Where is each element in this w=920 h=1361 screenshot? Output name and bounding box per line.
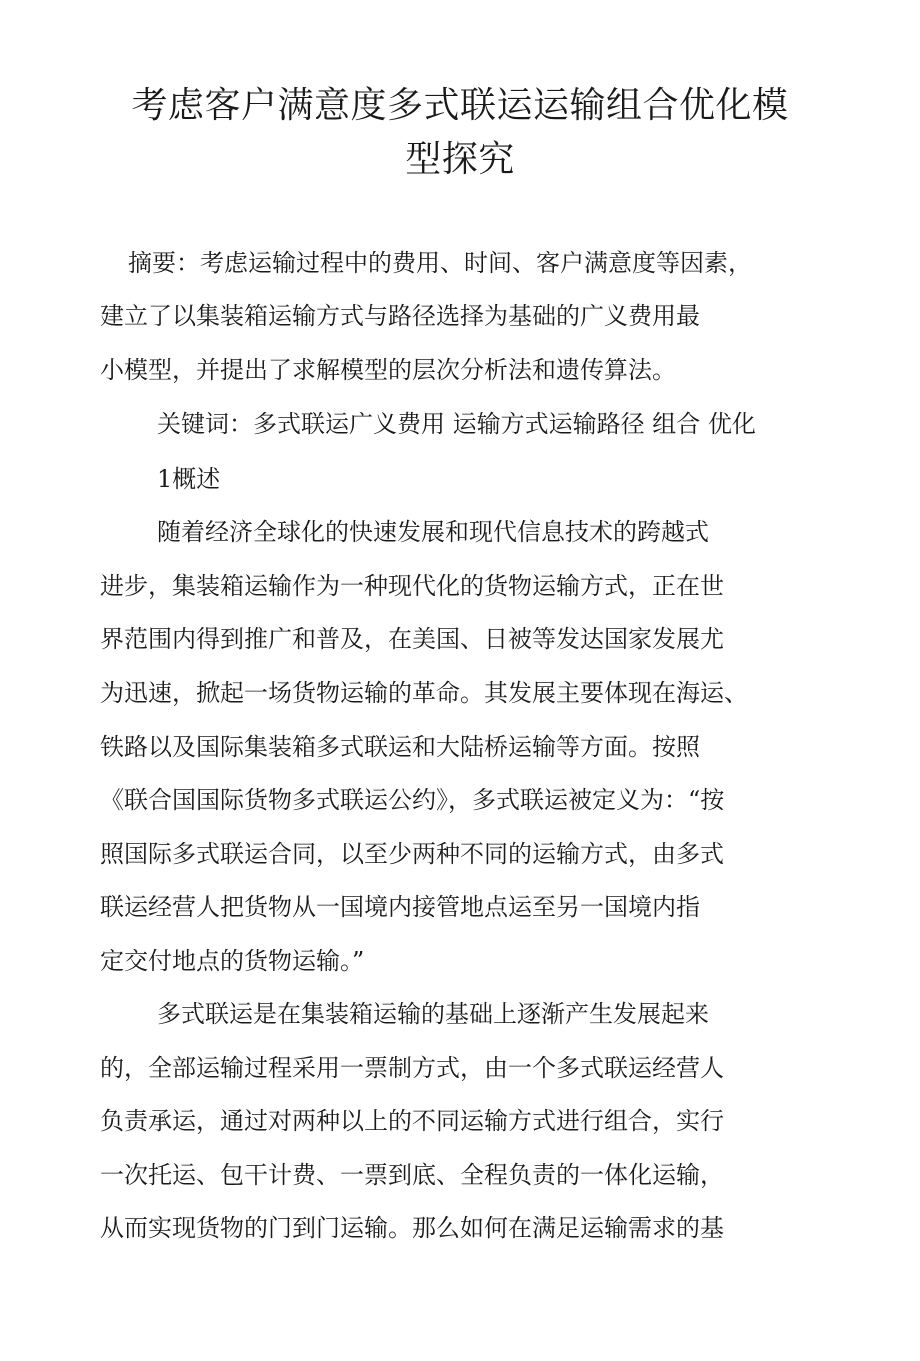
page-title-continued: 型探究 <box>405 139 515 180</box>
paragraph-line: 负责承运，通过对两种以上的不同运输方式进行组合，实行 <box>100 1107 724 1135</box>
keywords-line: 关键词：多式联运广义费用 运输方式运输路径 组合 优化 <box>157 410 756 438</box>
paragraph-line: 界范围内得到推广和普及，在美国、日被等发达国家发展尤 <box>100 625 724 653</box>
page-title: 考虑客户满意度多式联运运输组合优化模 <box>131 85 789 126</box>
paragraph-line: 随着经济全球化的快速发展和现代信息技术的跨越式 <box>157 518 709 546</box>
paragraph-line: 照国际多式联运合同，以至少两种不同的运输方式，由多式 <box>100 840 724 868</box>
paragraph-line: 从而实现货物的门到门运输。那么如何在满足运输需求的基 <box>100 1214 724 1242</box>
paragraph-line: 定交付地点的货物运输。” <box>100 947 365 975</box>
paragraph-line: 一次托运、包干计费、一票到底、全程负责的一体化运输， <box>100 1161 724 1189</box>
paragraph-line: 铁路以及国际集装箱多式联运和大陆桥运输等方面。按照 <box>100 733 700 761</box>
paragraph-line: 联运经营人把货物从一国境内接管地点运至另一国境内指 <box>100 893 700 921</box>
section-heading: 1概述 <box>157 465 221 493</box>
paragraph-line: 进步，集装箱运输作为一种现代化的货物运输方式，正在世 <box>100 572 724 600</box>
paragraph-line: 为迅速，掀起一场货物运输的革命。其发展主要体现在海运、 <box>100 679 748 707</box>
abstract-line: 摘要：考虑运输过程中的费用、时间、客户满意度等因素， <box>128 249 752 277</box>
paragraph-line: 的，全部运输过程采用一票制方式，由一个多式联运经营人 <box>100 1054 724 1082</box>
abstract-line: 建立了以集装箱运输方式与路径选择为基础的广义费用最 <box>100 302 700 330</box>
paragraph-line: 多式联运是在集装箱运输的基础上逐渐产生发展起来 <box>157 1000 709 1028</box>
paragraph-line: 《联合国国际货物多式联运公约》，多式联运被定义为：“按 <box>100 786 725 814</box>
abstract-line: 小模型，并提出了求解模型的层次分析法和遗传算法。 <box>100 356 676 384</box>
